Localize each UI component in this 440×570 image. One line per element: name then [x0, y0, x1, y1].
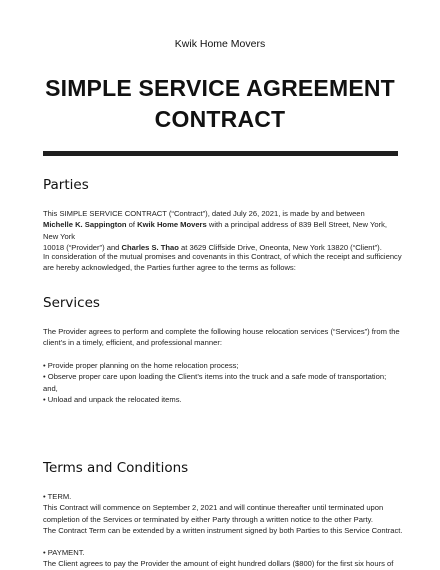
services-heading: Services — [43, 295, 100, 311]
parties-of: of — [126, 220, 138, 230]
terms-heading: Terms and Conditions — [43, 460, 189, 476]
payment-line: The Client agrees to pay the Provider the amount of eight hundred dollars ($800) for the first six hours of — [43, 559, 394, 569]
service-item: • Provide proper planning on the home relocation process; — [43, 360, 403, 371]
term-line: The Contract Term can be extended by a written instrument signed by both Parties to this Service Contract. — [43, 525, 403, 535]
parties-line-2 — [43, 219, 403, 242]
company-name: Kwik Home Movers — [174, 38, 266, 50]
parties-heading: Parties — [43, 177, 89, 193]
provider-company: Kwik Home Movers — [137, 220, 207, 230]
title-line-2: CONTRACT — [154, 106, 286, 132]
services-intro: The Provider agrees to perform and complete the following house relocation services (“Services”) from the client’s in a timely, efficient, and professional manner: — [43, 327, 400, 348]
parties-paragraph-1 — [43, 208, 403, 253]
provider-name: Michelle K. Sappington — [43, 220, 127, 230]
client-address: at 3629 Cliffside Drive, Oneonta, New York 13820 (“Client”). — [178, 242, 382, 252]
client-name: Charles S. Thao — [121, 242, 179, 252]
title-line-1: SIMPLE SERVICE AGREEMENT — [45, 75, 395, 101]
term-section — [43, 491, 403, 536]
term-line: completion of the Services or terminated by either Party through a written notice to the other Party. — [43, 514, 373, 524]
provider-address: with a principal address of 839 Bell Street, New York, New York — [43, 220, 387, 241]
term-label: • TERM. — [43, 492, 72, 501]
service-item: • Unload and unpack the relocated items. — [43, 394, 403, 405]
services-list — [43, 360, 403, 405]
payment-section — [43, 547, 403, 570]
parties-line-1: This SIMPLE SERVICE CONTRACT (“Contract”), dated July 26, 2021, is made by and between — [43, 209, 365, 218]
service-item: • Observe proper care upon loading the Client’s items into the truck and a safe mode of transportation; and, — [43, 371, 403, 394]
parties-paragraph-2: In consideration of the mutual promises and covenants in this Contract, of which the receipt and sufficiency are hereby acknowledged, the Parties further agree to the terms as follows: — [43, 252, 402, 273]
provider-zip: 10018 (“Provider”) and — [43, 242, 122, 252]
title-divider — [43, 151, 398, 156]
payment-label: • PAYMENT. — [43, 548, 85, 557]
term-line: This Contract will commence on September 2, 2021 and will continue thereafter until terminated upon — [43, 503, 384, 513]
document-title — [0, 73, 440, 135]
